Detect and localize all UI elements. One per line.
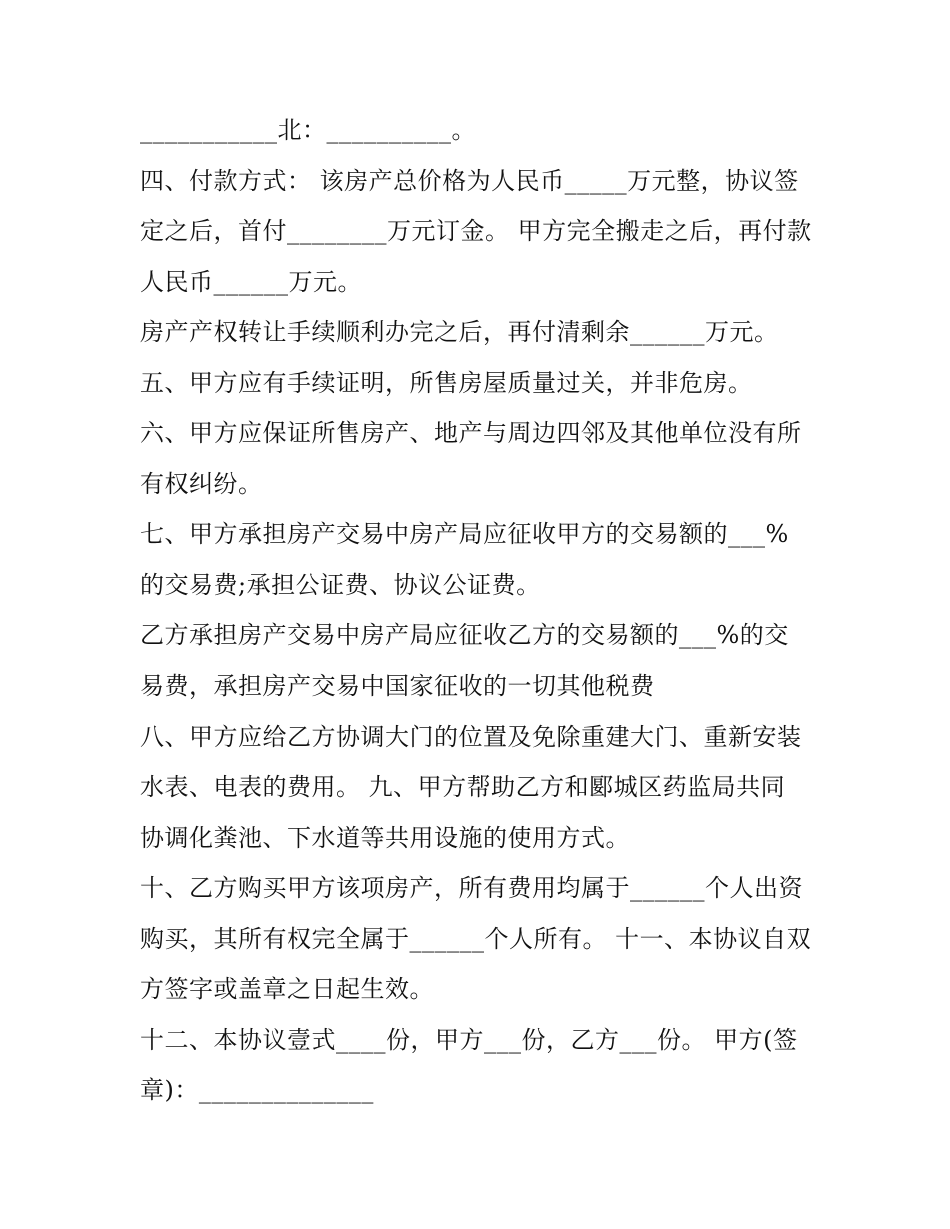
document-line: 购买，其所有权完全属于______个人所有。 十一、本协议自双	[140, 925, 812, 953]
document-line: 定之后，首付________万元订金。 甲方完全搬走之后，再付款	[140, 217, 812, 245]
document-line: 易费，承担房产交易中国家征收的一切其他税费	[140, 672, 655, 700]
document-line: 四、付款方式： 该房产总价格为人民币_____万元整，协议签	[140, 167, 799, 195]
signature-line: 章)：______________	[140, 1076, 374, 1104]
document-line: 协调化粪池、下水道等共用设施的使用方式。	[140, 824, 630, 852]
document-line: 五、甲方应有手续证明，所售房屋质量过关，并非危房。	[140, 369, 753, 397]
document-line: 十二、本协议壹式____份，甲方___份，乙方___份。 甲方(签	[140, 1026, 798, 1054]
document-line: 十、乙方购买甲方该项房产，所有费用均属于______个人出资	[140, 874, 803, 902]
document-line: 水表、电表的费用。 九、甲方帮助乙方和郾城区药监局共同	[140, 773, 786, 801]
document-line: 房产产权转让手续顺利办完之后，再付清剩余______万元。	[140, 318, 779, 346]
document-line: 有权纠纷。	[140, 470, 263, 498]
document-line: 方签字或盖章之日起生效。	[140, 975, 434, 1003]
document-line: 的交易费;承担公证费、协议公证费。	[140, 571, 541, 599]
document-line: 七、甲方承担房产交易中房产局应征收甲方的交易额的___%	[140, 520, 789, 548]
document-line: 乙方承担房产交易中房产局应征收乙方的交易额的___%的交	[140, 621, 789, 649]
document-line: 八、甲方应给乙方协调大门的位置及免除重建大门、重新安装	[140, 723, 802, 751]
document-line: ___________北：__________。	[140, 116, 476, 144]
document-line: 人民币______万元。	[140, 268, 362, 296]
document-line: 六、甲方应保证所售房产、地产与周边四邻及其他单位没有所	[140, 419, 802, 447]
